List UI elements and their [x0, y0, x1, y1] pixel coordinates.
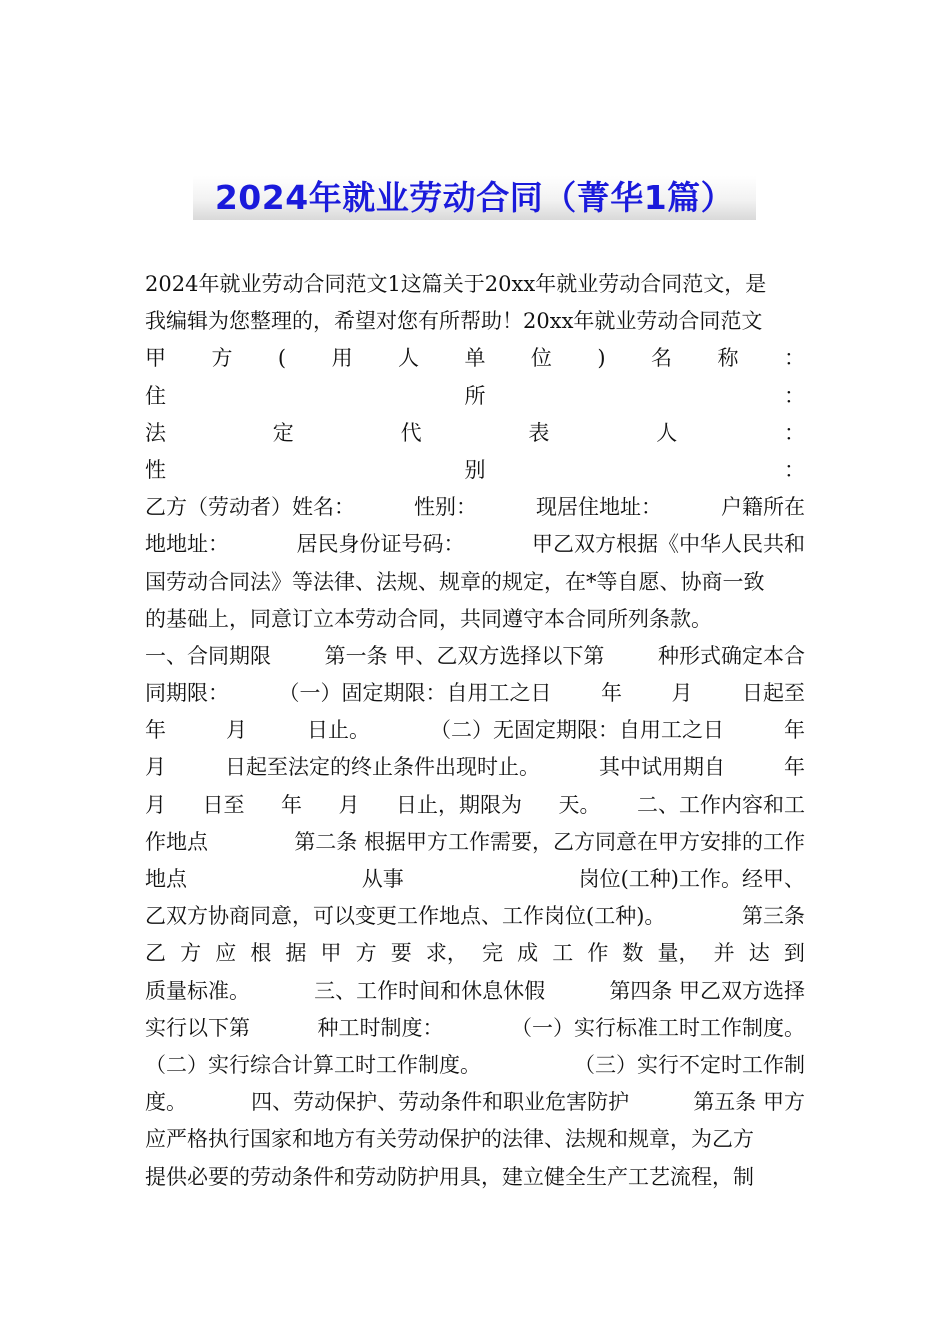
text-segment: 二、工作内容和工 [637, 792, 805, 817]
text-line [145, 973, 805, 1010]
text-segment: 方 [355, 941, 377, 966]
text-line [145, 266, 805, 303]
text-segment: ( [277, 346, 287, 371]
text-segment: （二）无固定期限：自用工之日 [430, 718, 724, 743]
text-segment: 到 [783, 941, 805, 966]
text-segment: 国劳动合同法》等法律、法规、规章的规定，在*等自愿、协商一致 [145, 569, 765, 594]
text-segment: 地点 [145, 867, 187, 891]
text-segment: 所 [464, 383, 486, 408]
text-segment: 从事 [361, 867, 404, 891]
text-segment: 作地点 [145, 829, 208, 854]
text-segment: 一、合同期限 [145, 643, 271, 668]
text-segment: 完 [481, 941, 503, 966]
text-line [145, 303, 805, 340]
text-segment: 实行以下第 [145, 1015, 250, 1040]
text-segment: 甲乙双方根据《中华人民共和 [532, 532, 805, 557]
text-segment: 别 [464, 457, 486, 482]
text-line [145, 340, 805, 377]
text-line [145, 1010, 805, 1047]
text-line [145, 526, 805, 563]
text-segment: 法 [145, 420, 166, 445]
text-segment: ) [597, 346, 606, 371]
text-segment: 应严格执行国家和地方有关劳动保护的法律、法规和规章，为乙方 [145, 1127, 754, 1152]
text-segment: 第三条 [742, 904, 805, 929]
text-segment: 工 [552, 941, 574, 966]
text-line [145, 452, 805, 489]
text-segment: 第一条 甲、乙双方选择以下第 [324, 643, 605, 668]
text-segment: 第四条 甲乙双方选择 [609, 978, 805, 1003]
text-segment: 月 [145, 755, 166, 780]
text-segment: （二）实行综合计算工时工作制度。 [145, 1052, 481, 1077]
text-line [145, 1084, 805, 1121]
text-segment: 方 [180, 941, 202, 966]
text-line [145, 675, 805, 712]
text-line [145, 824, 805, 861]
text-segment: 作 [587, 941, 609, 966]
text-segment: 数 [622, 941, 644, 966]
text-segment: 我编辑为您整理的，希望对您有所帮助！20xx年就业劳动合同范文 [145, 309, 763, 334]
contract-body [145, 266, 805, 1196]
text-segment: 现居住地址： [536, 495, 662, 520]
text-segment: 居民身份证号码： [296, 532, 465, 557]
text-segment: 量， [657, 941, 700, 966]
text-segment: 月 [338, 792, 360, 817]
text-segment: 第五条 甲方 [693, 1090, 805, 1115]
text-line [145, 638, 805, 675]
text-segment: 代 [400, 420, 422, 445]
text-line [145, 564, 805, 601]
text-segment: 的基础上，同意订立本劳动合同，共同遵守本合同所列条款。 [145, 606, 712, 631]
text-segment: 根 [250, 941, 272, 966]
document-title: 2024年就业劳动合同（菁华1篇） [193, 176, 756, 220]
text-segment: 乙方（劳动者）姓名： [145, 495, 355, 520]
text-segment: 年 [784, 755, 805, 780]
text-line [145, 1121, 805, 1158]
text-line [145, 712, 805, 749]
text-segment: （一）固定期限：自用工之日 [278, 681, 552, 706]
text-line [145, 935, 805, 972]
text-segment: 种形式确定本合 [658, 643, 805, 668]
text-segment: 四、劳动保护、劳动条件和职业危害防护 [251, 1090, 630, 1115]
text-segment: 日起至 [742, 681, 805, 706]
text-segment: 成 [517, 941, 539, 966]
text-segment: 日至 [202, 792, 245, 817]
text-segment: 日止，期限为 [396, 792, 522, 817]
text-segment: （一）实行标准工时工作制度。 [511, 1015, 805, 1040]
text-segment: ： [784, 383, 805, 408]
text-segment: 年 [145, 718, 166, 743]
text-segment: 天。 [558, 792, 601, 817]
text-segment: 乙 [145, 941, 166, 966]
text-line [145, 1047, 805, 1084]
text-segment: 表 [528, 420, 550, 445]
text-line [145, 489, 805, 526]
text-segment: 住 [145, 383, 166, 408]
text-segment: 年 [601, 681, 622, 706]
text-segment: 地地址： [145, 532, 229, 557]
text-segment: 定 [272, 420, 294, 445]
text-segment: 达 [748, 941, 770, 966]
text-line [145, 749, 805, 786]
text-segment: 方 [211, 346, 233, 371]
text-segment: ： [783, 346, 805, 371]
text-segment: ： [783, 420, 805, 445]
text-segment: 岗位(工种)工作。经甲、 [578, 867, 805, 891]
text-segment: 并 [713, 941, 735, 966]
text-segment: 人 [398, 346, 420, 371]
text-segment: 月 [145, 792, 166, 817]
text-segment: 同期限： [145, 681, 229, 706]
text-segment: 质量标准。 [145, 978, 250, 1003]
text-line [145, 787, 805, 824]
text-segment: 称 [717, 346, 739, 371]
text-segment: 乙双方协商同意，可以变更工作地点、工作岗位(工种)。 [145, 904, 666, 929]
text-segment: 三、工作时间和休息休假 [314, 978, 546, 1003]
text-segment: 第二条 根据甲方工作需要，乙方同意在甲方安排的工作 [294, 829, 805, 854]
text-segment: 应 [215, 941, 237, 966]
text-segment: 日止。 [307, 718, 370, 743]
text-segment: 日起至法定的终止条件出现时止。 [225, 755, 540, 780]
text-line [145, 861, 805, 898]
text-segment: 度。 [145, 1090, 187, 1115]
text-segment: 月 [671, 681, 693, 706]
text-line [145, 601, 805, 638]
text-segment: 2024年就业劳动合同范文1这篇关于20xx年就业劳动合同范文，是 [145, 272, 767, 296]
text-segment: 月 [226, 718, 247, 743]
text-segment: 求， [425, 941, 468, 966]
text-segment: 用 [331, 346, 353, 371]
text-segment: 据 [285, 941, 307, 966]
text-segment: 单 [464, 346, 486, 371]
text-segment: ： [784, 457, 805, 482]
text-segment: 性 [145, 457, 166, 482]
text-segment: 年 [281, 792, 302, 817]
text-segment: 种工时制度： [317, 1015, 444, 1040]
text-segment: 其中试用期自 [599, 755, 725, 780]
text-segment: 位 [530, 346, 552, 371]
text-segment: 性别： [414, 495, 477, 520]
text-segment: 户籍所在 [721, 495, 805, 520]
text-segment: 甲 [320, 941, 342, 966]
text-segment: 年 [784, 718, 805, 743]
text-segment: （三）实行不定时工作制 [574, 1052, 805, 1077]
text-segment: 提供必要的劳动条件和劳动防护用具，建立健全生产工艺流程，制 [145, 1164, 754, 1189]
text-segment: 名 [651, 346, 673, 371]
text-line [145, 898, 805, 935]
text-segment: 人 [656, 420, 678, 445]
text-line [145, 1159, 805, 1196]
text-segment: 要 [390, 941, 412, 966]
text-segment: 甲 [145, 346, 166, 371]
text-line [145, 415, 805, 452]
text-line [145, 378, 805, 415]
